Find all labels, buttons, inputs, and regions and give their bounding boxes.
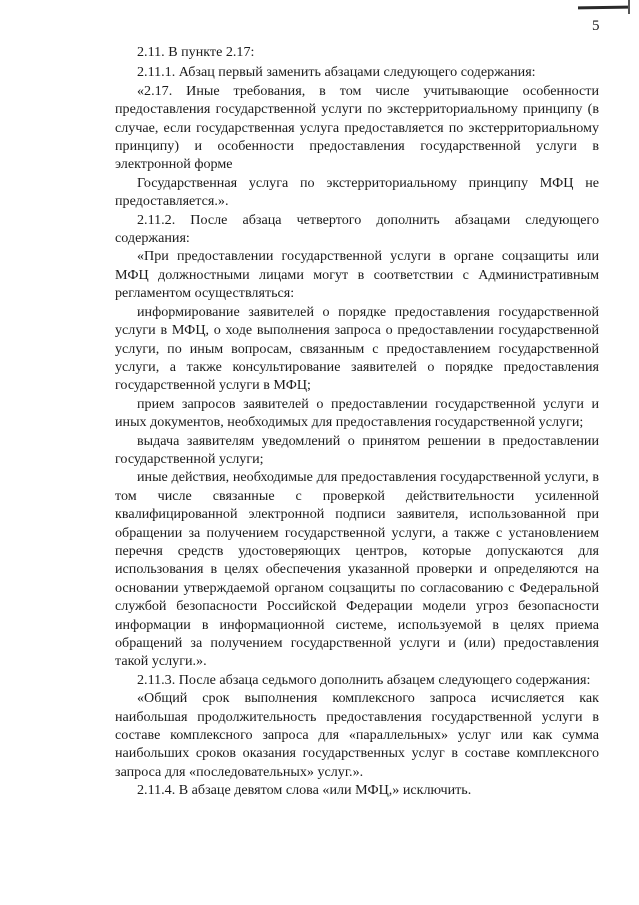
paragraph-2-11-3: 2.11.3. После абзаца седьмого дополнить абзацем следующего содержания:: [137, 671, 591, 688]
scan-artifact-mark: [578, 6, 628, 10]
paragraph-officials-actions: «При предоставлении государственной услуги в органе соцзащиты или МФЦ должностными лицами могут в соответствии с Административным регламентом осуществляться:: [115, 248, 599, 302]
section-heading-2-11: 2.11. В пункте 2.17:: [137, 44, 255, 60]
document-body: [115, 43, 599, 800]
paragraph-complex-request: «Общий срок выполнения комплексного запроса исчисляется как наибольшая продолжительность предоставления государственной услуги в составе комплексного запроса для «параллельных» услуг или как сумма наибольших сроков оказания государственных услуг в составе комплексного запроса для «последовательных» услуг.».: [115, 690, 599, 780]
paragraph-2-17-quote: «2.17. Иные требования, в том числе учитывающие особенности предоставления государственной услуги по экстерриториальному принципу (в случае, если государственная услуга предоставляется по экстерриториальному принципу) и особенности предоставления государственной услуги в электронной форме: [115, 82, 599, 173]
paragraph-mfc-exterritorial: Государственная услуга по экстерриториальному принципу МФЦ не предоставляется.».: [115, 174, 599, 210]
scan-artifact-edge: [628, 0, 630, 14]
paragraph-notifications: выдача заявителям уведомлений о принятом решении в предоставлении государственной услуги;: [115, 432, 599, 467]
page-number: 5: [592, 18, 600, 34]
paragraph-informing: информирование заявителей о порядке предоставления государственной услуги в МФЦ, о ходе выполнения запроса о предоставлении государственной услуги, по иным вопросам, связанным с предоставлением государственной услуги, а также консультирование заявителей о порядке предоставления государственной услуги в МФЦ;: [115, 303, 599, 394]
paragraph-reception: прием запросов заявителей о предоставлении государственной услуги и иных документов, необходимых для предоставления государственной услуги;: [115, 395, 599, 431]
paragraph-2-11-2: 2.11.2. После абзаца четвертого дополнить абзацами следующего содержания:: [115, 211, 599, 247]
paragraph-other-actions: иные действия, необходимые для предоставления государственной услуги, в том числе связанные с проверкой действительности усиленной квалифицированной электронной подписи заявителя, использованной при обращении за получением государственной услуги, а также с установлением перечня средств удостоверяющих центров, которые допускаются для использования в целях обеспечения указанной проверки и определяются на основании утверждаемой органом соцзащиты по согласованию с Федеральной службой безопасности Российской Федерации модели угроз безопасности информации в информационной системе, используемой в целях приема обращений за получением государственной услуги и (или) предоставления такой услуги.».: [115, 469, 599, 670]
paragraph-2-11-1: 2.11.1. Абзац первый заменить абзацами следующего содержания:: [137, 64, 536, 81]
paragraph-2-11-4: 2.11.4. В абзаце девятом слова «или МФЦ,» исключить.: [137, 782, 472, 799]
